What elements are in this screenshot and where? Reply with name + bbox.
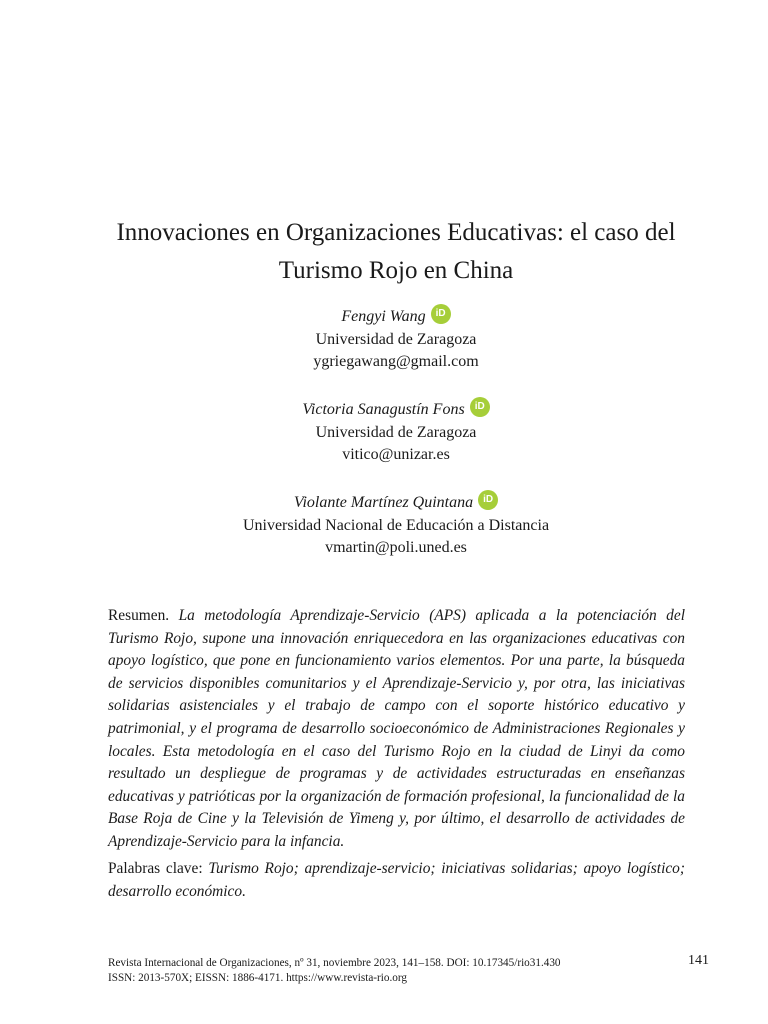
footer-citation: Revista Internacional de Organizaciones, nº 31, noviembre 2023, 141–158. DOI: 10.17345/rio31.430 bbox=[108, 957, 561, 969]
author-email[interactable]: vmartin@poli.uned.es bbox=[325, 539, 467, 556]
author-affiliation: Universidad Nacional de Educación a Distancia bbox=[242, 516, 550, 534]
author-name: Violante Martínez Quintana bbox=[293, 494, 474, 511]
footer-issn: ISSN: 2013-570X; EISSN: 1886-4171. https://www.revista-rio.org bbox=[108, 972, 407, 984]
author-block-2 bbox=[0, 399, 768, 467]
abstract bbox=[108, 605, 685, 854]
orcid-icon[interactable]: iD bbox=[431, 304, 451, 324]
author-name: Victoria Sanagustín Fons bbox=[302, 401, 465, 418]
author-affiliation: Universidad de Zaragoza bbox=[315, 330, 477, 348]
author-block-1 bbox=[0, 306, 768, 374]
author-affiliation: Universidad de Zaragoza bbox=[315, 423, 477, 441]
orcid-icon[interactable]: iD bbox=[478, 490, 498, 510]
journal-footer bbox=[108, 956, 648, 986]
author-name: Fengyi Wang bbox=[341, 308, 426, 325]
keywords bbox=[108, 858, 685, 903]
page-number: 141 bbox=[688, 953, 709, 968]
keywords-label: Palabras clave: bbox=[108, 860, 203, 877]
abstract-text: La metodología Aprendizaje-Servicio (APS) aplicada a la potenciación del Turismo Rojo, supone una innovación enriquecedora en las organizaciones educativas con apoyo logístico, que pone en funcionamiento varios elementos. Por una parte, la búsqueda de servicios disponibles comunitarios y el Aprendizaje-Servicio y, por otra, las iniciativas solidarias asistenciales y el trabajo de campo con el soporte histórico educativo y patrimonial, y el programa de desarrollo socioeconómico de Administraciones Regionales y locales. Esta metodología en el caso del Turismo Rojo en la ciudad de Linyi da como resultado un despliegue de programas y de actividades estructuradas en enseñanzas educativas y patrióticas por la organización de formación profesional, la funcionalidad de la Base Roja de Cine y la Televisión de Yimeng y, por último, el desarrollo de actividades de Aprendizaje-Servicio para la infancia. bbox=[108, 607, 685, 850]
keywords-text: Turismo Rojo; aprendizaje-servicio; iniciativas solidarias; apoyo logístico; desarrollo económico. bbox=[108, 860, 685, 900]
author-email[interactable]: ygriegawang@gmail.com bbox=[313, 353, 479, 370]
author-block-3 bbox=[0, 492, 768, 560]
orcid-icon[interactable]: iD bbox=[470, 397, 490, 417]
page-title: Innovaciones en Organizaciones Educativas: el caso del Turismo Rojo en China bbox=[116, 219, 676, 284]
abstract-label: Resumen. bbox=[108, 607, 170, 624]
author-email[interactable]: vitico@unizar.es bbox=[342, 446, 450, 463]
